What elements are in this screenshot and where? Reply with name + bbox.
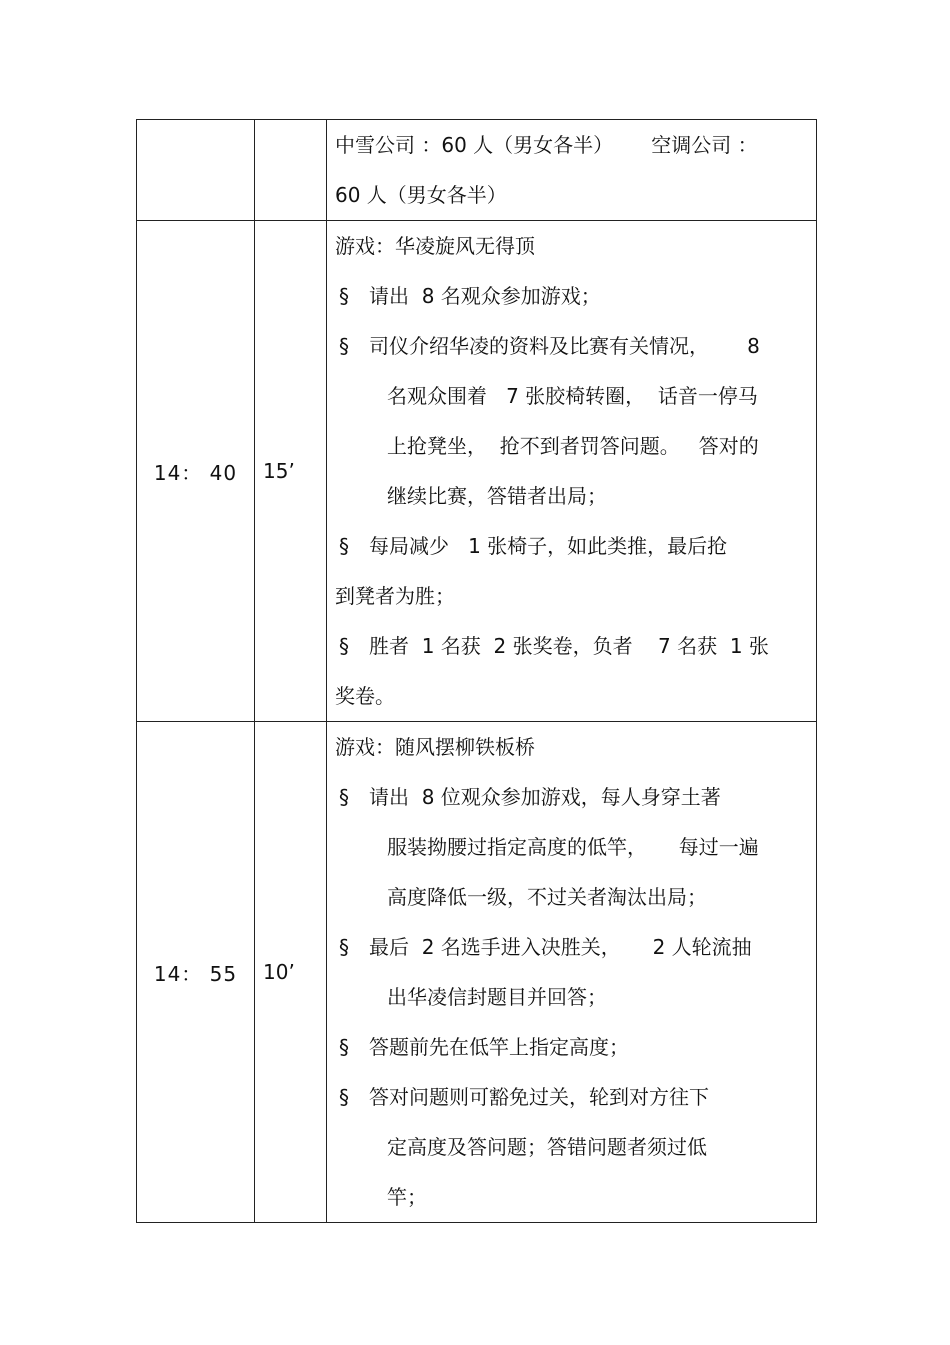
text-line — [335, 170, 808, 220]
line-text: 到凳者为胜； — [335, 584, 455, 608]
text-line — [335, 722, 808, 772]
bullet-item — [335, 922, 808, 972]
text-line — [335, 972, 808, 1022]
description-cell — [327, 120, 817, 221]
time-cell — [137, 120, 255, 221]
section-sign-icon: § — [339, 334, 349, 358]
bullet-item — [335, 1022, 808, 1072]
bullet-item — [335, 271, 808, 321]
description-cell — [327, 221, 817, 722]
bullet-item — [335, 1072, 808, 1122]
line-text: 最后 2 名选手进入决胜关， 2 人轮流抽 — [369, 935, 752, 959]
text-line — [335, 221, 808, 271]
line-text: 答对问题则可豁免过关，轮到对方往下 — [369, 1085, 709, 1109]
text-line — [335, 571, 808, 621]
line-text: 60 人（男女各半） — [335, 183, 507, 207]
section-sign-icon: § — [339, 634, 349, 658]
bullet-item — [335, 521, 808, 571]
time-cell: 14： 55 — [137, 722, 255, 1223]
line-text: 服装拗腰过指定高度的低竿， 每过一遍 — [387, 835, 759, 859]
section-sign-icon: § — [339, 935, 349, 959]
text-line — [335, 421, 808, 471]
table-row — [137, 221, 817, 722]
text-line — [335, 1122, 808, 1172]
description-cell — [327, 722, 817, 1223]
line-text: 继续比赛，答错者出局； — [387, 484, 607, 508]
text-line — [335, 872, 808, 922]
line-text: 游戏：随风摆柳铁板桥 — [335, 735, 535, 759]
line-text: 游戏：华凌旋风无得顶 — [335, 234, 535, 258]
section-sign-icon: § — [339, 1085, 349, 1109]
line-text: 上抢凳坐， 抢不到者罚答问题。 答对的 — [387, 434, 759, 458]
line-text: 胜者 1 名获 2 张奖卷，负者 7 名获 1 张 — [369, 634, 769, 658]
bullet-item — [335, 772, 808, 822]
text-line — [335, 371, 808, 421]
duration-cell: 10’ — [255, 722, 327, 1223]
line-text: 高度降低一级，不过关者淘汰出局； — [387, 885, 707, 909]
line-text: 中雪公司 ：60 人（男女各半） 空调公司 ： — [335, 133, 758, 157]
text-line — [335, 822, 808, 872]
time-cell: 14： 40 — [137, 221, 255, 722]
bullet-item — [335, 621, 808, 671]
table-row — [137, 120, 817, 221]
text-line — [335, 671, 808, 721]
section-sign-icon: § — [339, 534, 349, 558]
line-text: 竿； — [387, 1185, 427, 1209]
line-text: 请出 8 位观众参加游戏，每人身穿土著 — [369, 785, 721, 809]
duration-cell — [255, 120, 327, 221]
text-line — [335, 471, 808, 521]
table-row — [137, 722, 817, 1223]
section-sign-icon: § — [339, 785, 349, 809]
section-sign-icon: § — [339, 1035, 349, 1059]
line-text: 司仪介绍华凌的资料及比赛有关情况， 8 — [369, 334, 760, 358]
line-text: 奖卷。 — [335, 684, 395, 708]
line-text: 出华凌信封题目并回答； — [387, 985, 607, 1009]
line-text: 定高度及答问题；答错问题者须过低 — [387, 1135, 707, 1159]
text-line — [335, 120, 808, 170]
duration-cell: 15’ — [255, 221, 327, 722]
bullet-item — [335, 321, 808, 371]
line-text: 名观众围着 7 张胶椅转圈， 话音一停马 — [387, 384, 758, 408]
line-text: 请出 8 名观众参加游戏； — [369, 284, 601, 308]
text-line — [335, 1172, 808, 1222]
line-text: 答题前先在低竿上指定高度； — [369, 1035, 629, 1059]
section-sign-icon: § — [339, 284, 349, 308]
schedule-table — [136, 119, 817, 1223]
line-text: 每局减少 1 张椅子，如此类推，最后抢 — [369, 534, 728, 558]
